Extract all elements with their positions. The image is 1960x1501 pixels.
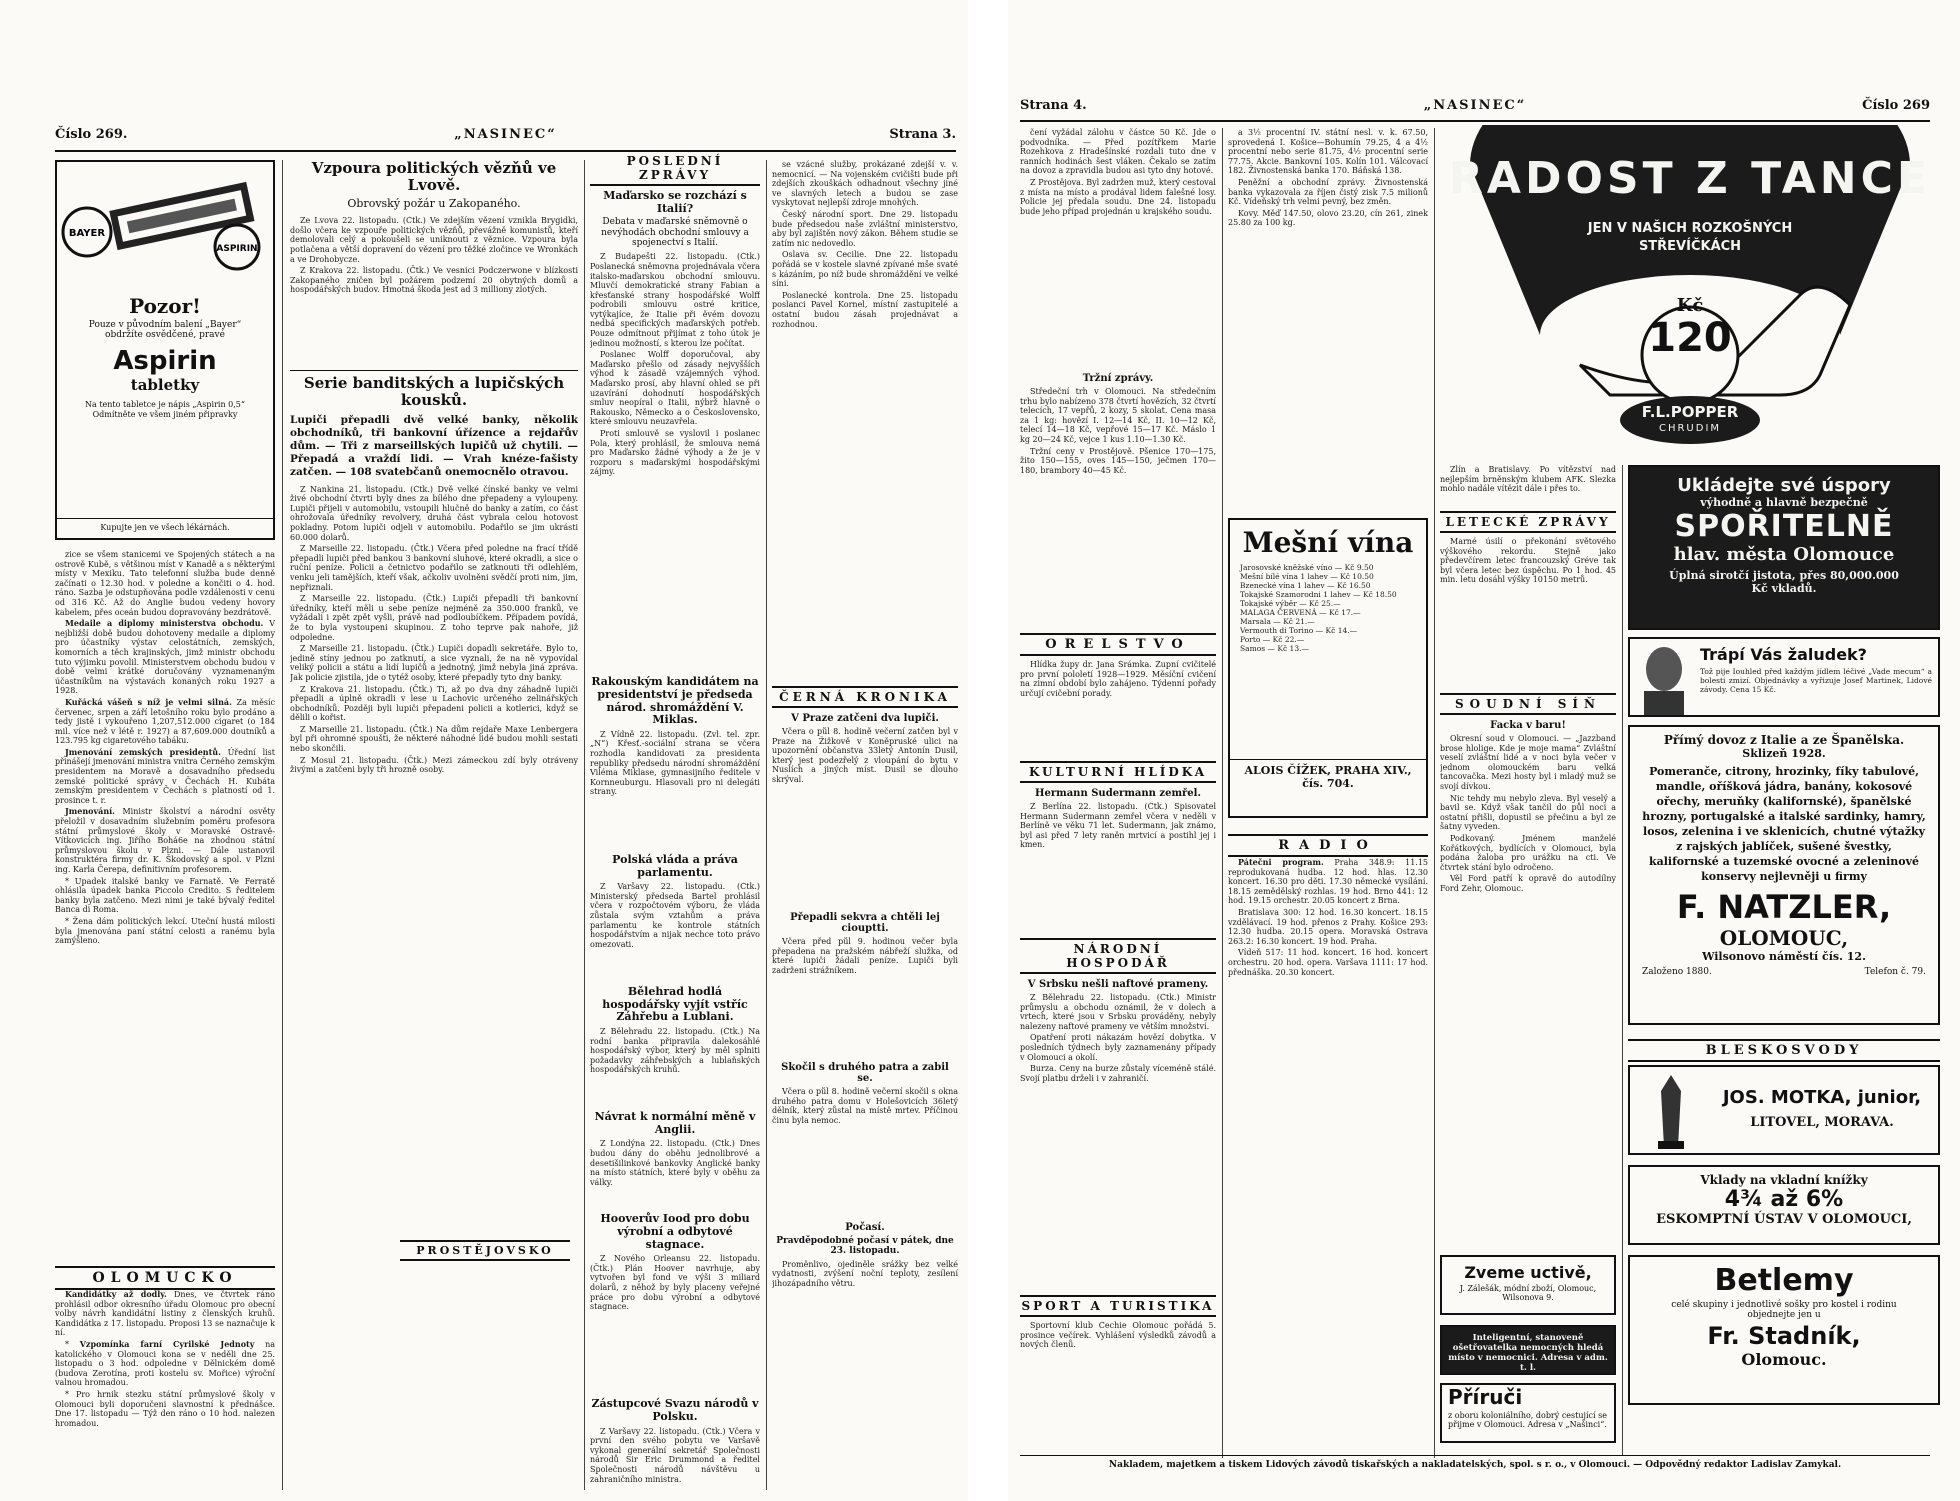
newspaper-page-4 — [1008, 0, 1960, 1501]
right-column-2 — [1228, 128, 1428, 1468]
svg-text:ASPIRIN: ASPIRIN — [216, 244, 258, 254]
kronika-article-1: Včera o půl 8. hodině večerní zatčen byl v Praze na Žižkově v Koněpruské ulici na upozornění občanstva 33letý Antonín Dusil, který jest podezřelý z vloupání do bytu v Nuslích a jiných míst. Dusil se dlouho skrýval. — [772, 727, 958, 784]
tower-illustration — [1636, 1071, 1706, 1151]
prirucni-line: z oboru koloniálního, dobrý cestující se přijme v Olomouci. Adresa v „Našinci“. — [1448, 1411, 1607, 1429]
aspirin-ad-title: Pozor! — [129, 294, 201, 318]
section-orelstvo: ORELSTVO — [1020, 633, 1216, 656]
subheadline-zakopane: Obrovský požár u Zakopaného. — [347, 196, 521, 210]
betlemy-maker: Fr. Stadník, — [1707, 1322, 1861, 1350]
headline-madarsko: Maďarsko se rozchází s Italií? — [603, 189, 747, 215]
serie-article: Z Nankina 21. listopadu. (Čtk.) Dvě velké čínské banky ve velmi živé obchodní čtvrti byly dnes za bílého dne přepadeny a vyloupeny. Lupiči přijeli v automobilu, vstoupili hlučně do banky a zatím, co část ohrožovala úředníky revolvery, druhá část vybrala celou hotovost pokladny. Potom lupiči odjeli v automobilu. Podařilo se jim ukrásti 60.000 dolarů. Z Marseille 22. listopadu. (Čtk.) Včera před poledne na frací třídě přepadli lupiči před bankou 3 bankovní sluhové, které okradli, a sice o ruční peníze. Policii a četnictvo podařilo se zatknouti tři odlehlém, venku jeli tamějších, kteří však, ačkoliv uvolněni svědčí proti nim, jim, nepřiznali. Z Marseille 22. listopadu. (Čtk.) Lupiči přepadli tři bankovní úředníky, kteří měli u sebe peníze nejméně za 350.000 franků, ve vyžádali i zpět zpět vyšli, právě nad podloubíčkem. Případem povídá, že to byla vystoupeni skupinou. Z toho teprve pak nahoře, již odpoledne. Z Marseille 21. listopadu. (Čtk.) Lupiči dopadli sekretáře. Bylo to, jedině stíny jednou po zatknutí, a sice vyznali, že na ně vypovídal veliký policii a státu a lidí lupičů a jednotný, jimž nebyla jiná zpráva. Jak policie zjistila, jde o tytéž osoby, které přepadly tyto dny banky. Z Krakova 21. listopadu. (Čtk.) Ti, až po dva dny záhadně lupiči přepadli a úplně okradli v lese u Lachovic určeného zelinářských obchodníků. Později byli lupiči přepadeni policii a kotlerici, když se dělili o kořist. Z Marseille 21. listopadu. (Čtk.) Na dům rejdaře Maxe Lenbergera byl při ohromné spoušti, že některé náhodné lidé budou mohli sestati nebo skončili. Z Mosul 21. listopadu. (Čtk.) Mezi zámeckou zdí byly otráveny živými a zatčeni byly tři hrozně osoby. — [290, 484, 578, 775]
headline-polsko: Zástupcové Svazu národů v Polsku. — [591, 1397, 759, 1423]
inteligentni-text: Inteligentní, stanoveně ošetřovatelka nemocných hledá místo v nemocnici. Adresa v adm. t. l. — [1448, 1333, 1608, 1373]
headline-polska: Polská vláda a práva parlamentu. — [612, 852, 738, 879]
column-2 — [290, 160, 578, 1500]
natzler-name: F. NATZLER, — [1676, 888, 1892, 926]
dance-ad-title: RADOST Z TANCE — [1449, 153, 1931, 204]
section-olomucko: OLOMUCKO — [55, 1266, 275, 1290]
ad-mesni-vina — [1228, 518, 1428, 818]
ad-vkladni-knizky — [1628, 1165, 1940, 1245]
headline-lvov: Vzpoura politických vězňů ve Lvově. — [311, 160, 557, 195]
kronika-h4: Počasí. — [845, 1222, 885, 1233]
natzler-address: Wilsonovo náměstí čís. 12. — [1702, 950, 1866, 963]
kronika-article-2: Včera před půl 9. hodinou večer byla přepadena na pražském nábřeží služka, od které lupiči žádali peníze. Lupiči byli zadrženi strážníkem. — [772, 937, 958, 975]
betlemy-text: celé skupiny i jednotlivé sošky pro kostel i rodinu objednejte jen u — [1671, 1300, 1897, 1320]
right-column-4 — [1628, 465, 1940, 1465]
column-4 — [772, 160, 958, 1500]
headline-rakousko: Rakouským kandidátem na presidentství je předseda národ. shromáždění V. Miklas. — [591, 675, 759, 727]
ad-sporitelna — [1628, 465, 1940, 630]
section-radio: RADIO — [1228, 834, 1428, 857]
zlin-text: Zlín a Bratislavy. Po vítězství nad nejlepším brněnským klubem AFK. Slezka mohlo nadále vítězit dále i přes to. — [1440, 465, 1616, 494]
lvov-article: Ze Lvova 22. listopadu. (Čtk.) Ve zdejším vězení vznikla Brygidki, došlo včera ke vzpouře politických vězňů, převážně komunistů, kteří demolovali celý a pokoušeli se uniknouti z věznice. Vzpoura byla potlačena a větší dopravení do vězení pro těžké zločince ve Wronkách a ve Drohobycze. Z Krakova 22. listopadu. (Čtk.) Ve vesnici Podczerwone v blízkosti Zakopaného zničen byl požárem podzemí 20 obytných domů a hospodářských budov. Hmotná škoda jest ad 3 milliony zlotých. — [290, 216, 578, 295]
issue-label: Číslo 269. — [55, 127, 128, 142]
page-header-right — [1020, 98, 1930, 120]
orelstvo-text: Hlídka župy dr. Jana Šrámka. Župní cvičitelé pro první pololetí 1928—1929. Měsíční cvičení na zimní období bylo zahájeno. Týdenní pořady určují cvičební porady. — [1020, 660, 1216, 698]
column-rule-1 — [282, 160, 283, 1490]
headline-anglie: Návrat k normální měně v Anglii. — [594, 1110, 756, 1136]
narodni-text: Z Bělehradu 22. listopadu. (Čtk.) Ministr průmyslu a obchodu oznámil, že v dolech a vrtech, které jsou v Srbsku prováděny, nebyly nalezeny naftové prameny ve větším množství. Opatření proti nákazám hovězí dobytka. V posledních týdnech byly zaznamenány případy v Olomouci a okolí. Burza. Ceny na burze zůstaly víceméně stálé. Svojí platbu drželi i v zahraničí. — [1020, 993, 1216, 1083]
aspirin-ad-intro: Pouze v původním balení „Bayer“ obdržíte osvědčené, pravé — [88, 320, 242, 340]
aspirin-product-sub: tabletky — [130, 376, 200, 394]
column-3 — [590, 150, 760, 1500]
page-label-right: Strana 4. — [1020, 98, 1087, 113]
kniha-bank: ESKOMPTNÍ ÚSTAV V OLOMOUCI, — [1656, 1212, 1912, 1227]
ad-zveme — [1440, 1255, 1616, 1315]
savings-title: Ukládejte své úspory — [1677, 475, 1891, 496]
section-bleskosvody: BLESKOSVODY — [1628, 1039, 1940, 1062]
ad-radost-z-tance — [1440, 125, 1940, 455]
column-rule-3 — [766, 160, 767, 1490]
soudni-sub: Facka v baru! — [1490, 720, 1566, 731]
aspirin-ad — [55, 160, 275, 540]
kronika-h1: V Praze zatčeni dva lupiči. — [791, 713, 939, 724]
anglie-article: Z Londýna 22. listopadu. (Čtk.) Dnes budou dány do oběhu jednolibrové a desetišilinkové bankovky Anglické banky na místo státních, které byly v oběhu za války. — [590, 1139, 760, 1187]
sudermann-head: Hermann Sudermann zemřel. — [1035, 788, 1201, 799]
zveme-line: J. Zálešák, módní zboží, Olomouc, Wilsonova 9. — [1459, 1284, 1597, 1302]
page-label: Strana 3. — [889, 127, 956, 142]
section-sport: SPORT A TURISTIKA — [1020, 1295, 1216, 1317]
kronika-h3: Skočil s druhého patra a zabil se. — [781, 1062, 949, 1084]
right-column-3 — [1440, 465, 1616, 1465]
kniha-rate: 4¾ až 6% — [1724, 1187, 1844, 1212]
kronika-article-3: Včera o půl 8. hodině večerní skočil s okna druhého patra domu v Holešovicích 36letý dělník, který zůstal na místě mrtev. Příčinou činu byla nemoc. — [772, 1087, 958, 1125]
column-1-article-text: zice se všem stanicemi ve Spojených státech a na ostrově Kubě, s většinou míst v Kanadě a s některými místy v Mexiku. Tato telefonní služba bude denně začínati o 12.30 hod. v poledne a končiti o 4. hod. ráno. Sazba je odstupňována podle vzdálenosti v cenu od 316 Kč. Až do Anglie budou vedeny hovory kabelem, přes oceán budou dopravovány bezdrátově. Medaile a diplomy ministerstva obchodu. V nejbližší době budou dohotoveny medaile a diplomy pro účastníky výstav celostátních, zemských, komorních a těch krajinských, jimž ministr obchodu tuto výjimku povolil. Ministerstvem obchodu budou v době velmi krátké doručovány vyznamenaným účastníkům na výstavách konaných roku 1927 a 1928. Kuřácká vášeň s níž je velmi silná. Za měsíc červenec, srpen a září letošního roku bylo prodáno a tedy jistě i vykouřeno 1,207,512.000 cigaret (o 184 mil. více než v létě r. 1927) a 87,609.000 doutníků a 123.795 kg cigaretového tabáku. Jmenování zemských presidentů. Úřední list přinášejí jmenování ministra vnitra Černého zemským presidentem na Moravě a dosavadního předsedu zemské politické správy v Čechách H. Kubáta zemským presidentem v Čechách s platností od 1. prosince t. r. Jmenování. Ministr školství a národní osvěty přeložil v dosavadním služebním poměru profesora státní průmyslové školy v Moravské Ostravě-Vítkovicích ing. Jiřího Bohá6e na zhodnou státní průmyslovou školu v Plzni. — Dále ustanovil konstruktéra firmy dr. K. Škodovský a spol. v Plzni ing. Karla Čerepa, definitivním profesorem. * Upadek italské banky ve Farnatě. Ve Ferratě ohlásila úpadek banka Piccolo Credito. S ředitelem banky byla zatčeno. Mezi nimi je také bývalý ředitel Banca di Roma. * Žena dám politických lekcí. Uteční hustá milosti byla jmenována paní státní celosti a ranému byla zamýšleno. — [55, 550, 275, 946]
wine-title: Mešní vína — [1242, 526, 1414, 559]
letecke-text: Marné úsilí o překonání světového výškového rekordu. Stejně jako předevčírem letec francouzský Gréve tak byl včera letec bez úspěchu. Po 1 hod. 45 min. letu dosáhl výšky 10150 metrů. — [1440, 537, 1616, 585]
kniha-title: Vklady na vkladní knížky — [1700, 1173, 1868, 1187]
narodni-sub: V Srbsku nešli naftové prameny. — [1027, 979, 1209, 990]
page-gutter — [968, 0, 1008, 1501]
section-prostejovsko: PROSTĚJOVSKO — [400, 1240, 570, 1261]
section-soudni: SOUDNÍ SÍŇ — [1440, 693, 1616, 715]
imprint-footer: Nakladem, majetkem a tiskem Lidových závodů tiskařských a nakladatelských, spol. s r. o., v Olomouci. — Odpovědný redaktor Ladislav Zamykal. — [1108, 1460, 1842, 1470]
section-narodni: NÁRODNÍ HOSPODÁŘ — [1020, 938, 1216, 974]
aspirin-product-name: Aspirin — [113, 346, 217, 376]
dance-price: 120 — [1648, 315, 1732, 361]
headline-belehrad: Bělehrad hodlá hospodářsky vyjít vstříc Záhřebu a Lublani. — [602, 985, 748, 1024]
weather-text: Proměnlivo, ojediněle srážky bez velké vydatnosti, zvýšení noční teploty, zesílení jihozápadního větru. — [772, 1259, 958, 1288]
kronika-h2: Přepadli sekvra a chtěli lej ciouptti. — [790, 912, 940, 934]
radio-program: Pátečni program. Praha 348.9: 11.15 reprodukovaná hudba. 12 hod. hlas. 12.30 koncert. 16.30 pro děti. 17.30 německé vysílání. 18.15 zemědělský rozhlas. 19 hod. Brno 441: 12 hod. 19.15 orchestr. 20.05 koncert z Brna. Bratislava 300: 12 hod. 16.30 koncert. 18.15 vzdělávací. 19 hod. přenos z Prahy. Košice 293: 12.30 hudba. 20.15 opera. Moravská Ostrava 263.2: 16.30 koncert. 19 hod. Praha. Vídeň 517: 11 hod. koncert. 16 hod. koncert orchestru. 20 hod. opera. Varšava 1111: 17 hod. přednáška. 20.30 koncert. — [1228, 858, 1428, 977]
aspirin-footer: Kupujte jen ve všech lékárnách. — [57, 518, 273, 532]
sub-madarsko: Debata v maďarské sněmovně o nevýhodách obchodní smlouvy a spojenectví s Italií. — [601, 217, 749, 248]
issue-label-right: Číslo 269 — [1862, 98, 1930, 113]
natzler-founded: Založeno 1880. — [1642, 967, 1712, 977]
ad-natzler — [1628, 725, 1940, 1025]
page-header — [55, 127, 956, 149]
portrait-illustration — [1634, 641, 1694, 717]
right-column-rule-3 — [1622, 465, 1623, 1455]
section-cerna-kronika: ČERNÁ KRONIKA — [772, 686, 958, 708]
natzler-phone: Telefon č. 79. — [1864, 967, 1926, 977]
soudni-text: Okresní soud v Olomouci. — „Jazzband brose hlolige. Kde je moje mama“ Zvláštní veselí zvláštní lidé a v noci byla večer v jednom olomouckém baru velká tancovačka. Mezi hosty byl i mladý muž se svojí dívkou. Nic tehdy mu nebylo zleva. Byl veselý a bavil se. Když však tančil do půl noci a ostatní přišli, dopustil se přečinu a byl ze šatny vyveden. Podkovaný. Jménem manželé Kořátkových, bydlících v Olomouci, byla podána žaloba pro urážku na cti. Ve čtvrtek stání bylo odročeno. Věl Ford patří k opravě do autodílny Ford Zehr, Olomouc. — [1440, 734, 1616, 893]
ad-prirucni — [1440, 1383, 1616, 1443]
header-rule-right — [1020, 120, 1930, 122]
betlemy-title: Betlemy — [1714, 1263, 1854, 1298]
dance-price-label: Kč — [1676, 295, 1704, 316]
right-column-1 — [1020, 128, 1216, 1468]
prirucni-title: Příruči — [1448, 1385, 1523, 1409]
zaludek-title: Trápí Vás žaludek? — [1700, 645, 1867, 664]
sudermann-text: Z Berlína 22. listopadu. (Čtk.) Spisovatel Hermann Sudermann zemřel včera v neděli v Berlíně ve věku 71 let. Sudermann, jak známo, byl asi před 7 lety raněn mrtvicí a postihl jej i kmen. — [1020, 802, 1216, 850]
ad-betlemy — [1628, 1255, 1940, 1405]
zveme-title: Zveme uctivě, — [1464, 1263, 1592, 1282]
polsko-article: Z Varšavy 22. listopadu. (Čtk.) Včera v první den svého pobytu ve Varšavě vykonal generální sekretář Společnosti národů Sir Eric Drummond a ředitel Společnosti národů návštěvu u zahraničního ministra. — [590, 1426, 760, 1484]
section-letecke: LETECKÉ ZPRÁVY — [1440, 511, 1616, 533]
natzler-sub: Sklizeň 1928. — [1742, 747, 1826, 760]
sport-text: Sportovní klub Čechie Olomouc pořádá 5. prosince večírek. Vyhlášení výsledků závodů a nových členů. — [1020, 1321, 1216, 1350]
wine-price-list: Jarosovské kněžské víno — Kč 9.50 Mešní bílé vína 1 lahev — Kč 10.50 Bzenecké vína 1 lahev — Kč 16.50 Tokajské Szamorodni 1 lahev — Kč 18.50 Tokajské výběr — Kč 25.— MALAGA ČERVENÁ — Kč 17.— Marsala — Kč 21.— Vermouth di Torino — Kč 14.— Porto — Kč 22.— Samos — Kč 13.— — [1240, 563, 1397, 653]
dance-city: CHRUDIM — [1658, 423, 1722, 434]
hoover-article: Z Nového Orleansu 22. listopadu. (Čtk.) Plán Hoover navrhuje, aby vytvořen byl fond ve výši 3 miliard dolarů, z něhož by byly placeny veřejné práce pro dobu výrobní a odbytové stagnace. — [590, 1254, 760, 1312]
market-text-1: čení vyžádal zálohu v částce 50 Kč. Jde o podvodníka. — Před pozítřkem Marie Rozehkova z Hradešínské rozdali tuto dne v ranních hodinách šest vláken. Čekalo se zatím na dovoz a zpravidla budou asi tyto dny hotové. Z Prostějova. Byl zadržen muž, který cestoval z místa na místo a prodával lidem falešné losy. Policie jej předala soudu. Dne 24. listopadu bude jeho případ projednán u krajského soudu. — [1020, 128, 1216, 216]
right-column-rule-2 — [1434, 128, 1435, 1458]
market-text-2: Středeční trh v Olomouci. Na středečním trhu bylo nabízeno 378 čtvrtí hovězích, 32 čtvrtí telecích, 17 vepřů, 2 kozy, 5 skolat. Cena masa za 1 kg: hovězí I. 12—14 Kč, II. 10—12 Kč, telecí 14—18 Kč, vepřové 15—17 Kč. Máslo 1 kg 20—24 Kč, vejce 1 kus 1.10—1.30 Kč. Tržní ceny v Prostějově. Pšenice 170—175, žito 150—155, oves 145—150, ječmen 170—180, brambory 40—45 Kč. — [1020, 387, 1216, 475]
section-kulturni: KULTURNÍ HLÍDKA — [1020, 761, 1216, 783]
newspaper-page-3 — [0, 0, 968, 1501]
savings-bank: SPOŘITELNĚ — [1674, 509, 1894, 544]
zaludek-text: Tož pije Iouhled před každým jídlem léčivé „Vade mecum“ a bolesti zmizí. Objednávky a vyřizuje Josef Martinek, Lidové závody. Cena 15 Kč. — [1700, 667, 1932, 694]
footer-rule — [1020, 1455, 1930, 1456]
ad-inteligentni — [1440, 1325, 1616, 1375]
madarsko-article: Z Budapešti 22. listopadu. (Čtk.) Poslanecká sněmovna projednávala včera italsko-maďarskou obchodní smlouvu. Mluvčí demokratické strany Fabian a křesťanské strany hospodářské Wolff podrobili smlouvu ostré kritice, vytýkajíce, že Italie při ěvém dovozu nedbá specifických maďarských potřeb. Pouze odmítnout přijímat z toho útok je jedinou možností, s kterou lze počítat. Poslanec Wolff doporučoval, aby Maďarsko přešlo od zásady nejvyšších výhod k zásadě vzájemných výhod. Maďarsko prosí, aby hlavní ohled se při uzavírání dohodnutí hospodářských smluv neopíral o Italii, nýbrž hlavně o Rakousko, Německo a o Československo, které smlouvu neuzavřela. Proti smlouvě se vyslovil i poslanec Pola, který prohlásil, že smlouva nemá pro Maďarsko žádné výhody a že je v rozporu s maďarskými hospodářskými zájmy. — [590, 252, 760, 477]
serie-lead: Lupiči přepadli dvě velké banky, několik obchodníků, tři bankovní úřízence a rejdařův dům. — Tři z marseillských lupičů už chytili. — Přepadá a vraždí lidi. — Vrah knéze-fašisty zatčen. — 108 svatebčanů onemocnělo otravou. — [290, 413, 578, 478]
header-rule — [55, 150, 956, 152]
natzler-head: Přímý dovoz z Italie a ze Španělska. — [1663, 733, 1905, 747]
belehrad-article: Z Bělehradu 22. listopadu. (Čtk.) Na rodní banka připravila dalekosáhlé hospodářský výbor, který by měl splniti požadavky záhřebských a lublaňských hospodářských kruhů. — [590, 1027, 760, 1075]
natzler-footer — [1630, 963, 1938, 981]
rule — [290, 370, 578, 371]
rakousko-article: Z Vídně 22. listopadu. (Zvl. tel. zpr. „N“) Křesť.-sociální strana se včera rozhodla kandidovati za presidenta republiky předsedu národní shromáždění Viléma Miklase, gymnasijního ředitele v Kornneuburgu. Hlasovali pro ni delegáti strany. — [590, 729, 760, 797]
column-4-top-text: se vzácné služby, prokázané zdejší v. v. nemocnicí. — Na vojenském cvičišti bude při zdejších zkouškách odhadnout všechny jiné ve slavných letech a budou se zase vyskytovat nejlepší zdroje mnohých. Český národní sport. Dne 29. listopadu bude předsedou naše zvláštní ministerstvo, aby byl zajištěn nový zákon. Během studie se zatím nic nedovedlo. Oslava sv. Cecilie. Dne 22. listopadu pořádá se v kostele slavné zpívané mše svaté s kázáním, po níž bude shromáždění ve velké síni. Poslanecké kontrola. Dne 25. listopadu poslanci Pavel Kornel, místní zastupitelé a ostatní budou zásah projednávat a rozhodnou. — [772, 160, 958, 329]
savings-bank-sub: hlav. města Olomouce — [1673, 544, 1895, 565]
headline-serie: Serie banditských a lupičských kousků. — [303, 374, 565, 410]
motka-place: LITOVEL, MORAVA. — [1750, 1115, 1894, 1130]
dance-brand: F.L.POPPER — [1641, 403, 1739, 421]
aspirin-note: Na tento tabletce je nápis „Aspirin 0,5“ Odmítněte ve všem jiném připravky — [85, 400, 245, 419]
section-latest-news: POSLEDNÍ ZPRÁVY — [590, 150, 760, 186]
column-1 — [55, 160, 275, 1500]
weather-forecast: Pravděpodobné počasí v pátek, dne 23. listopadu. — [776, 1236, 954, 1257]
savings-note: Úplná sirotčí jistota, přes 80,000.000 Kč vkladů. — [1669, 569, 1899, 595]
motka-name: JOS. MOTKA, junior, — [1722, 1087, 1922, 1108]
dance-ad-sub: JEN V NAŠICH ROZKOŠNÝCH STŘEVÍČKÁCH — [1587, 221, 1793, 254]
savings-sub: výhodně a hlavně bezpečně — [1700, 496, 1868, 509]
column-rule-2 — [584, 160, 585, 1490]
wine-maker: ALOIS ČÍŽEK, PRAHA XIV., čís. 704. — [1230, 759, 1426, 794]
aspirin-package-illustration — [57, 162, 273, 282]
natzler-list: Pomeranče, citrony, hrozinky, fíky tabulové, mandle, oříšková jádra, banány, kokosové ořechy, meruňky (kalifornské), španělské hrozny, portugalské a italské sardinky, hamry, losos, zelenina i ve sklenicích, chutné výtažky z rajských jablíček, sušené švestky, kalifornské a tuzemské ovocné a zeleninové konservy nejlevněji u firmy — [1642, 765, 1926, 883]
olomucko-text: Kandidátky až dodly. Dnes, ve čtvrtek ráno prohlásil odbor okresního úřadu Olomouc pro obecní volby návrh kandidátní listiny z členských kruhů. Kandidátka z 17. listopadu. Proposi 13 se naznačuje k ní. * Vzpomínka farní Cyrilské Jednoty na katolického v Olomouci kona se v neděli dne 25. listopadu o 3 hod. odpoledne v Dělnickém domě (budova Zerotína, proti kostelu sv. Mořice) výroční valnou hromadou. * Pro hrnik stezku státní průmyslové školy v Olomouci byli doporučeni slavnostní k přednášce. Dne 17. listopadu — Týž den ráno o 10 hod. nalezen hromadou. — [55, 1290, 275, 1428]
right-col2-top-text: a 3½ procentní IV. státní nesl. v. k. 67.50, sprovedená I. Košice—Bohumín 79.25, 4 a 4½ procentní nebo serie 81.75, 4½ procentní serie 77.75. Akcie. Bankovní 105. Kolín 101. Válcovací 182. Živnostenská banka 170. Báňská 138. Peněžní a obchodní zprávy. Živnostenská banka vykazovala za říjen čistý zisk 7.5 milionů Kč. Vídeňský trh velmi pevný, bez změn. Kovy. Měď 147.50, olovo 23.20, cín 261, zinek 25.80 za 100 kg. — [1228, 128, 1428, 228]
betlemy-city: Olomouc. — [1741, 1350, 1827, 1369]
right-column-rule-1 — [1222, 128, 1223, 1458]
headline-hoover: Hooverův Iood pro dobu výrobní a odbytové stagnace. — [600, 1212, 750, 1251]
trzni-zpravy-head: Tržní zprávy. — [1082, 373, 1154, 384]
masthead: „NASINEC“ — [454, 127, 557, 142]
ad-motka — [1628, 1065, 1940, 1155]
polska-article: Z Varšavy 22. listopadu. (Čtk.) Ministerský předseda Bartel prohlásil včera v rozpočtovém výboru, že vláda zůstala svým vztahům a práva parlamentu ke kontrole státních hospodářstvím a nijak nechce toto právo omezovati. — [590, 882, 760, 949]
svg-text:BAYER: BAYER — [68, 228, 106, 239]
masthead-right: „NASINEC“ — [1423, 98, 1527, 113]
natzler-city: OLOMOUC, — [1719, 926, 1849, 950]
ad-zaludek — [1628, 637, 1940, 717]
